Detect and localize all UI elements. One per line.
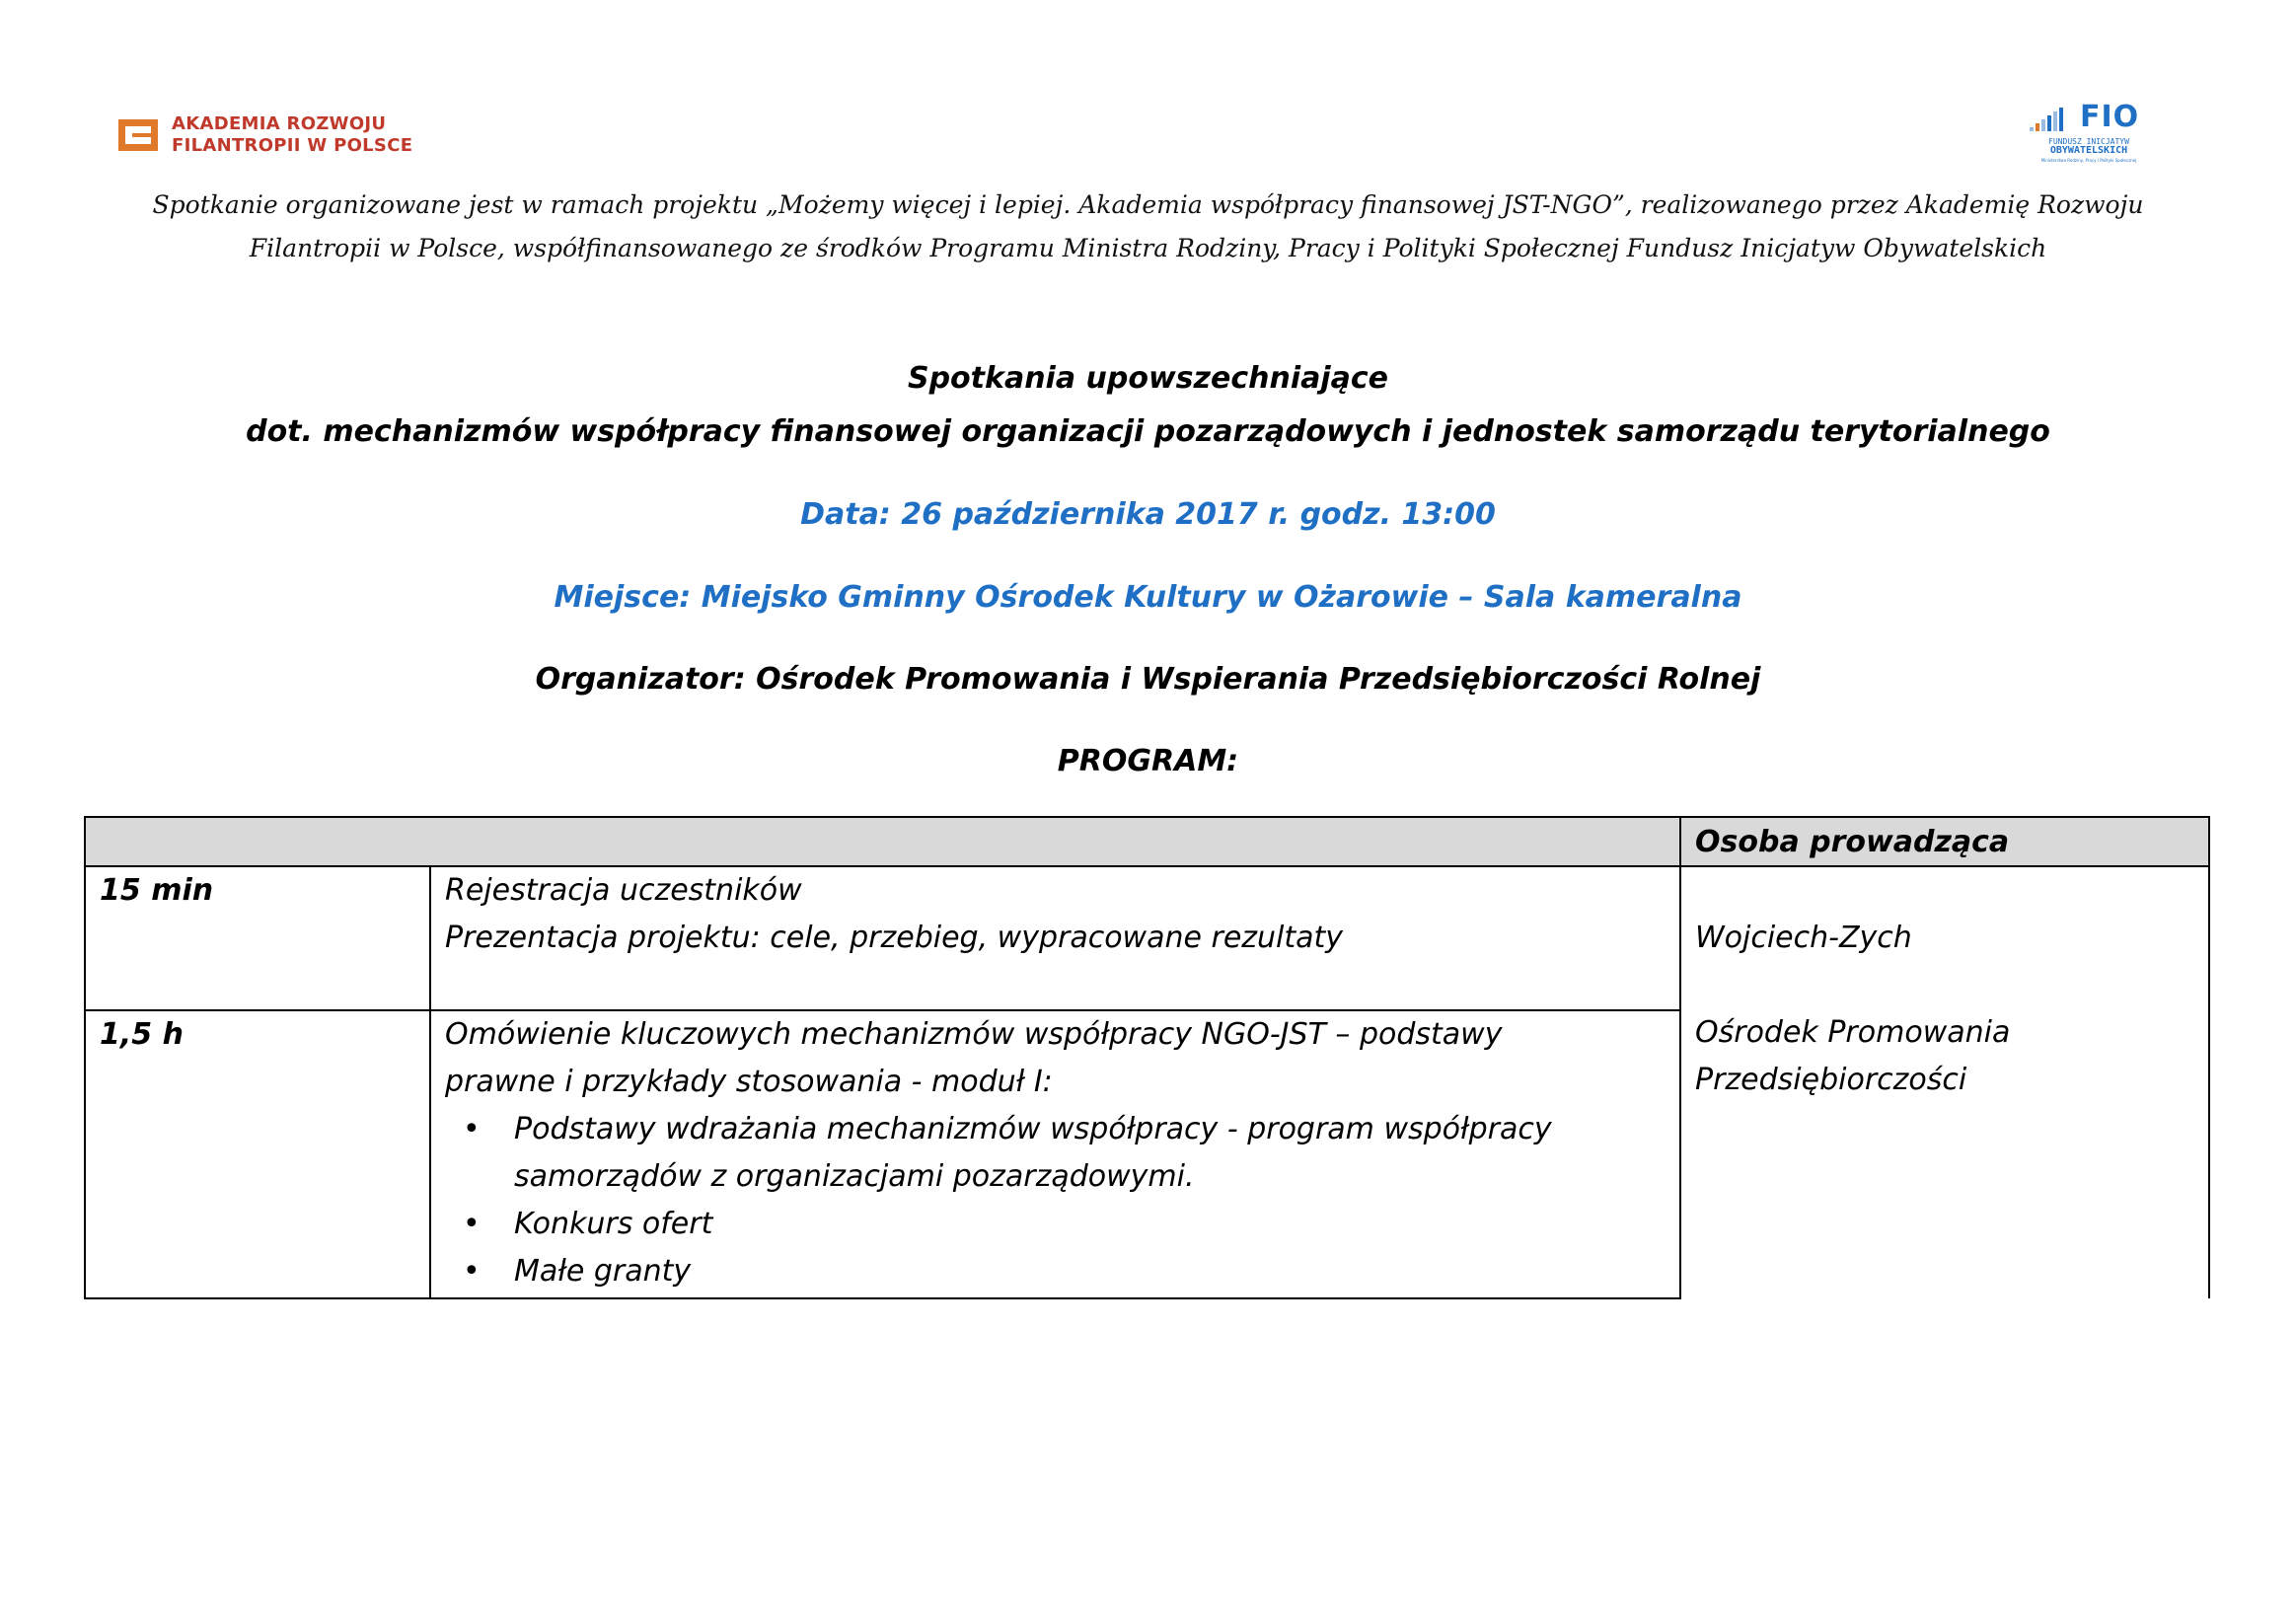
row-description (430, 866, 1680, 1010)
arf-logo-line2: FILANTROPII W POLSCE (172, 135, 413, 156)
presenter-org-line1: Ośrodek Promowania (1695, 1015, 2011, 1050)
program-header-row (85, 817, 2209, 866)
funding-note-line1: Spotkanie organizowane jest w ramach projektu „Możemy więcej i lepiej. Akademia współpracy finansowej JST-NGO”, realizowanego przez Akademię Rozwoju (152, 190, 2144, 219)
program-header-presenter: Osoba prowadząca (1680, 817, 2209, 866)
list-item: • Konkurs ofert (514, 1201, 1666, 1248)
presenter-spacer (1695, 962, 2194, 1009)
table-row (85, 866, 2209, 1010)
funding-note-line2: Filantropii w Polsce, współfinansowanego ze środków Programu Ministra Rodziny, Pracy i Polityki Społecznej Fundusz Inicjatyw Obywatelskich (249, 234, 2047, 262)
document-title: Spotkania upowszechniające (907, 361, 1389, 396)
row-description-line: Prezentacja projektu: cele, przebieg, wypracowane rezultaty (445, 921, 1344, 955)
fio-small-print: Ministerstwo Rodziny, Pracy i Polityki Społecznej (2040, 158, 2137, 163)
fio-subtitle-line1: FUNDUSZ INICJATYW (2048, 137, 2129, 146)
document-subtitle: dot. mechanizmów współpracy finansowej organizacji pozarządowych i jednostek samorządu terytorialnego (246, 414, 2050, 449)
event-place: Miejsce: Miejsko Gminny Ośrodek Kultury w Ożarowie – Sala kameralna (554, 580, 1742, 615)
presenters-cell (1680, 866, 2209, 1298)
list-item: • Podstawy wdrażania mechanizmów współpracy - program współpracy samorządów z organizacjami pozarządowymi. (514, 1106, 1666, 1201)
fio-bars-icon (2028, 104, 2077, 135)
arf-logo (116, 113, 412, 157)
row-description-line: prawne i przykłady stosowania - moduł I: (445, 1065, 1053, 1099)
funding-note (99, 184, 2197, 270)
fio-subtitle-line2: OBYWATELSKICH (2049, 145, 2128, 156)
fio-logo (2028, 102, 2146, 165)
program-table (84, 816, 2210, 1299)
row-description-line: Omówienie kluczowych mechanizmów współpracy NGO-JST – podstawy (445, 1017, 1503, 1052)
row-description (430, 1010, 1680, 1298)
arf-logo-icon (116, 117, 160, 153)
event-organizer: Organizator: Ośrodek Promowania i Wspierania Przedsiębiorczości Rolnej (535, 662, 1761, 697)
presenter-org-line2: Przedsiębiorczości (1695, 1063, 1967, 1097)
row-description-line: Rejestracja uczestników (445, 873, 802, 908)
program-label: PROGRAM: (1057, 744, 1239, 778)
arf-logo-text (172, 113, 412, 157)
event-date: Data: 26 października 2017 r. godz. 13:00 (800, 497, 1496, 532)
list-item: • Małe granty (514, 1248, 1666, 1295)
fio-subtitle (2034, 137, 2144, 155)
fio-mark: FIO (2080, 100, 2140, 134)
presenter-spacer (1695, 867, 2194, 915)
presenter-name: Wojciech-Zych (1695, 921, 1912, 955)
row-duration: 1,5 h (85, 1010, 430, 1298)
row-duration: 15 min (85, 866, 430, 1010)
topic-list (445, 1106, 1666, 1295)
program-header-blank (85, 817, 1680, 866)
arf-logo-line1: AKADEMIA ROZWOJU (172, 113, 387, 134)
